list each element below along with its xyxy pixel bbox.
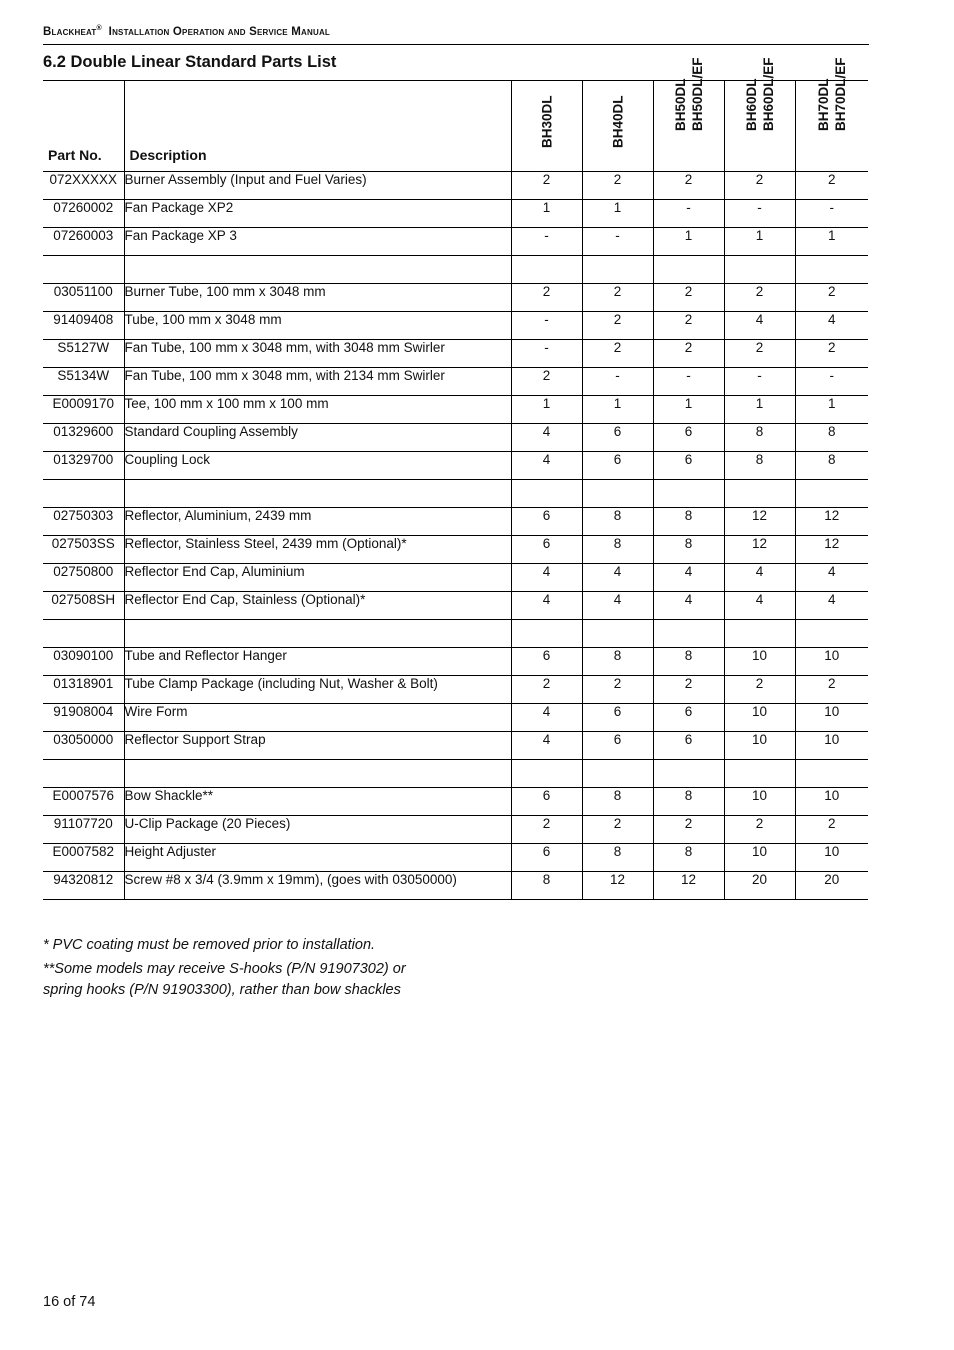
part-number-cell: 03050000: [43, 732, 124, 760]
quantity-cell: 6: [653, 704, 724, 732]
description-cell: Reflector Support Strap: [124, 732, 511, 760]
quantity-cell: 8: [653, 648, 724, 676]
quantity-cell: 6: [582, 704, 653, 732]
description-cell: Tee, 100 mm x 100 mm x 100 mm: [124, 396, 511, 424]
part-number-cell: S5127W: [43, 340, 124, 368]
quantity-cell: [582, 760, 653, 788]
quantity-cell: 10: [724, 844, 795, 872]
part-number-cell: 01329600: [43, 424, 124, 452]
quantity-cell: 2: [582, 340, 653, 368]
quantity-cell: 1: [582, 200, 653, 228]
quantity-cell: 6: [582, 424, 653, 452]
quantity-cell: [795, 480, 868, 508]
table-row: [43, 368, 868, 396]
quantity-cell: 6: [582, 732, 653, 760]
quantity-cell: 4: [724, 312, 795, 340]
quantity-cell: 4: [795, 564, 868, 592]
page-number: 16 of 74: [43, 1294, 96, 1310]
quantity-cell: 12: [724, 536, 795, 564]
description-cell: Fan Package XP 3: [124, 228, 511, 256]
part-number-cell: 02750800: [43, 564, 124, 592]
quantity-cell: [653, 256, 724, 284]
quantity-cell: 2: [795, 284, 868, 312]
footnote-shackles-line: **Some models may receive S-hooks (P/N 91907302) or: [43, 961, 406, 977]
part-number-cell: 07260002: [43, 200, 124, 228]
table-spacer-row: [43, 760, 868, 788]
table-row: [43, 200, 868, 228]
quantity-cell: 6: [582, 452, 653, 480]
table-header-row: [43, 81, 868, 172]
quantity-cell: [511, 480, 582, 508]
quantity-cell: 2: [653, 312, 724, 340]
part-number-cell: S5134W: [43, 368, 124, 396]
description-cell: [124, 256, 511, 284]
description-cell: Reflector, Stainless Steel, 2439 mm (Optional)*: [124, 536, 511, 564]
quantity-cell: 2: [582, 312, 653, 340]
part-number-cell: 91908004: [43, 704, 124, 732]
model-label: [609, 95, 626, 148]
quantity-cell: -: [724, 368, 795, 396]
quantity-cell: 4: [511, 452, 582, 480]
quantity-cell: 10: [795, 788, 868, 816]
quantity-cell: [795, 256, 868, 284]
model-label-line: BH50DL: [672, 78, 688, 131]
quantity-cell: -: [582, 368, 653, 396]
quantity-cell: 2: [511, 676, 582, 704]
col-header-model: [795, 57, 868, 172]
quantity-cell: 2: [795, 816, 868, 844]
description-cell: [124, 760, 511, 788]
quantity-cell: 8: [724, 424, 795, 452]
col-header-model: [511, 81, 582, 172]
quantity-cell: 8: [795, 424, 868, 452]
quantity-cell: 8: [653, 508, 724, 536]
description-cell: Tube and Reflector Hanger: [124, 648, 511, 676]
quantity-cell: 2: [653, 284, 724, 312]
footnote-shackles: [43, 959, 406, 1001]
description-cell: Fan Tube, 100 mm x 3048 mm, with 3048 mm Swirler: [124, 340, 511, 368]
description-cell: Wire Form: [124, 704, 511, 732]
part-number-cell: E0009170: [43, 396, 124, 424]
part-number-cell: 027508SH: [43, 592, 124, 620]
quantity-cell: 1: [511, 200, 582, 228]
section-title: 6.2 Double Linear Standard Parts List: [43, 53, 337, 71]
quantity-cell: 6: [653, 424, 724, 452]
quantity-cell: 2: [724, 816, 795, 844]
quantity-cell: 2: [511, 368, 582, 396]
quantity-cell: 4: [724, 592, 795, 620]
quantity-cell: 1: [511, 396, 582, 424]
quantity-cell: [795, 620, 868, 648]
quantity-cell: 4: [511, 732, 582, 760]
quantity-cell: 12: [582, 872, 653, 900]
description-cell: Standard Coupling Assembly: [124, 424, 511, 452]
quantity-cell: -: [582, 228, 653, 256]
quantity-cell: 2: [653, 676, 724, 704]
quantity-cell: 8: [582, 536, 653, 564]
quantity-cell: 2: [582, 172, 653, 200]
quantity-cell: 2: [724, 340, 795, 368]
quantity-cell: [653, 760, 724, 788]
description-cell: Fan Tube, 100 mm x 3048 mm, with 2134 mm Swirler: [124, 368, 511, 396]
description-cell: Reflector End Cap, Stainless (Optional)*: [124, 592, 511, 620]
part-number-cell: [43, 760, 124, 788]
quantity-cell: 2: [582, 816, 653, 844]
quantity-cell: 2: [511, 284, 582, 312]
quantity-cell: 2: [795, 172, 868, 200]
col-header-model: [582, 81, 653, 172]
quantity-cell: 4: [653, 592, 724, 620]
quantity-cell: 10: [795, 704, 868, 732]
part-number-cell: [43, 620, 124, 648]
quantity-cell: 4: [582, 564, 653, 592]
quantity-cell: 2: [653, 816, 724, 844]
part-number-cell: 03090100: [43, 648, 124, 676]
part-number-cell: 91409408: [43, 312, 124, 340]
quantity-cell: [724, 760, 795, 788]
quantity-cell: -: [795, 368, 868, 396]
quantity-cell: 4: [511, 704, 582, 732]
quantity-cell: 10: [795, 648, 868, 676]
quantity-cell: 10: [724, 648, 795, 676]
registered-mark: ®: [96, 25, 102, 32]
quantity-cell: [653, 480, 724, 508]
description-cell: Tube Clamp Package (including Nut, Washer & Bolt): [124, 676, 511, 704]
quantity-cell: 12: [653, 872, 724, 900]
description-cell: Bow Shackle**: [124, 788, 511, 816]
quantity-cell: 6: [511, 788, 582, 816]
quantity-cell: [582, 256, 653, 284]
part-number-cell: 027503SS: [43, 536, 124, 564]
quantity-cell: 6: [511, 648, 582, 676]
description-cell: [124, 480, 511, 508]
table-row: [43, 284, 868, 312]
quantity-cell: 2: [582, 676, 653, 704]
table-row: [43, 172, 868, 200]
description-cell: Coupling Lock: [124, 452, 511, 480]
quantity-cell: 4: [511, 424, 582, 452]
quantity-cell: 4: [795, 592, 868, 620]
table-row: [43, 788, 868, 816]
part-number-cell: 03051100: [43, 284, 124, 312]
table-row: [43, 648, 868, 676]
quantity-cell: 10: [795, 732, 868, 760]
part-number-cell: 072XXXXX: [43, 172, 124, 200]
quantity-cell: 2: [795, 676, 868, 704]
quantity-cell: -: [653, 200, 724, 228]
model-label: [538, 95, 555, 148]
table-row: [43, 872, 868, 900]
description-cell: Height Adjuster: [124, 844, 511, 872]
quantity-cell: 2: [724, 172, 795, 200]
table-row: [43, 228, 868, 256]
quantity-cell: 4: [653, 564, 724, 592]
col-header-model: [724, 57, 795, 172]
part-number-cell: 94320812: [43, 872, 124, 900]
quantity-cell: 1: [795, 396, 868, 424]
part-number-cell: 01329700: [43, 452, 124, 480]
quantity-cell: [511, 760, 582, 788]
description-cell: Fan Package XP2: [124, 200, 511, 228]
quantity-cell: 8: [795, 452, 868, 480]
model-label-line: BH60DL/EF: [760, 57, 776, 131]
quantity-cell: 10: [724, 704, 795, 732]
part-number-cell: 07260003: [43, 228, 124, 256]
table-spacer-row: [43, 620, 868, 648]
quantity-cell: [511, 620, 582, 648]
quantity-cell: 2: [653, 172, 724, 200]
header-divider: [43, 44, 869, 45]
model-label-line: BH50DL/EF: [689, 57, 705, 131]
quantity-cell: 12: [795, 536, 868, 564]
description-cell: Reflector End Cap, Aluminium: [124, 564, 511, 592]
manual-header: [43, 25, 869, 38]
quantity-cell: 2: [724, 676, 795, 704]
quantity-cell: 8: [582, 648, 653, 676]
part-number-cell: E0007582: [43, 844, 124, 872]
description-cell: U-Clip Package (20 Pieces): [124, 816, 511, 844]
table-row: [43, 732, 868, 760]
table-row: [43, 424, 868, 452]
col-header-model: [653, 57, 724, 172]
quantity-cell: 4: [795, 312, 868, 340]
quantity-cell: 1: [582, 396, 653, 424]
table-row: [43, 592, 868, 620]
quantity-cell: 2: [511, 816, 582, 844]
part-number-cell: 91107720: [43, 816, 124, 844]
quantity-cell: 6: [511, 508, 582, 536]
description-cell: Burner Assembly (Input and Fuel Varies): [124, 172, 511, 200]
quantity-cell: 8: [511, 872, 582, 900]
model-label-line: BH30DL: [539, 95, 554, 148]
quantity-cell: 6: [511, 536, 582, 564]
quantity-cell: 20: [795, 872, 868, 900]
table-row: [43, 340, 868, 368]
quantity-cell: 1: [653, 228, 724, 256]
table-row: [43, 844, 868, 872]
footnote-pvc: * PVC coating must be removed prior to installation.: [43, 937, 376, 953]
brand-name: Blackheat: [43, 25, 97, 38]
quantity-cell: 8: [653, 788, 724, 816]
quantity-cell: 8: [724, 452, 795, 480]
quantity-cell: [511, 256, 582, 284]
part-number-cell: [43, 480, 124, 508]
table-spacer-row: [43, 256, 868, 284]
quantity-cell: 6: [653, 452, 724, 480]
quantity-cell: 2: [724, 284, 795, 312]
model-label-line: BH60DL: [743, 78, 759, 131]
table-row: [43, 312, 868, 340]
table-row: [43, 452, 868, 480]
model-label-line: BH70DL/EF: [832, 57, 848, 131]
description-cell: Screw #8 x 3/4 (3.9mm x 19mm), (goes with 03050000): [124, 872, 511, 900]
quantity-cell: [724, 256, 795, 284]
description-cell: Burner Tube, 100 mm x 3048 mm: [124, 284, 511, 312]
quantity-cell: 10: [795, 844, 868, 872]
description-cell: Reflector, Aluminium, 2439 mm: [124, 508, 511, 536]
col-header-part-no: Part No.: [43, 81, 124, 172]
quantity-cell: [582, 480, 653, 508]
part-number-cell: 01318901: [43, 676, 124, 704]
quantity-cell: 2: [653, 340, 724, 368]
col-header-description: Description: [124, 81, 511, 172]
quantity-cell: 10: [724, 732, 795, 760]
table-row: [43, 564, 868, 592]
quantity-cell: 10: [724, 788, 795, 816]
model-label-line: BH70DL: [815, 78, 831, 131]
table-row: [43, 816, 868, 844]
quantity-cell: 6: [511, 844, 582, 872]
quantity-cell: -: [653, 368, 724, 396]
quantity-cell: 12: [795, 508, 868, 536]
quantity-cell: 6: [653, 732, 724, 760]
manual-title: Installation Operation and Service Manual: [108, 25, 331, 38]
quantity-cell: 8: [582, 508, 653, 536]
quantity-cell: -: [724, 200, 795, 228]
quantity-cell: [724, 620, 795, 648]
footnote-shackles-line: spring hooks (P/N 91903300), rather than bow shackles: [43, 982, 401, 998]
quantity-cell: 2: [511, 172, 582, 200]
quantity-cell: [653, 620, 724, 648]
quantity-cell: [724, 480, 795, 508]
description-cell: [124, 620, 511, 648]
quantity-cell: 1: [724, 396, 795, 424]
quantity-cell: 4: [724, 564, 795, 592]
table-spacer-row: [43, 480, 868, 508]
quantity-cell: [582, 620, 653, 648]
quantity-cell: -: [511, 340, 582, 368]
quantity-cell: 8: [582, 788, 653, 816]
quantity-cell: 4: [511, 592, 582, 620]
quantity-cell: -: [795, 200, 868, 228]
table-row: [43, 704, 868, 732]
quantity-cell: 8: [653, 844, 724, 872]
quantity-cell: 8: [582, 844, 653, 872]
part-number-cell: [43, 256, 124, 284]
parts-table-body: [43, 172, 868, 900]
model-label: [672, 57, 706, 131]
quantity-cell: -: [511, 312, 582, 340]
table-row: [43, 396, 868, 424]
quantity-cell: 2: [795, 340, 868, 368]
quantity-cell: 1: [653, 396, 724, 424]
part-number-cell: E0007576: [43, 788, 124, 816]
quantity-cell: 20: [724, 872, 795, 900]
quantity-cell: 4: [582, 592, 653, 620]
part-number-cell: 02750303: [43, 508, 124, 536]
quantity-cell: -: [511, 228, 582, 256]
footnotes: [43, 935, 406, 1001]
description-cell: Tube, 100 mm x 3048 mm: [124, 312, 511, 340]
quantity-cell: 12: [724, 508, 795, 536]
quantity-cell: 1: [724, 228, 795, 256]
quantity-cell: [795, 760, 868, 788]
table-row: [43, 536, 868, 564]
quantity-cell: 8: [653, 536, 724, 564]
model-label: [815, 57, 849, 131]
quantity-cell: 1: [795, 228, 868, 256]
table-row: [43, 676, 868, 704]
table-row: [43, 508, 868, 536]
model-label-line: BH40DL: [610, 95, 625, 148]
model-label: [743, 57, 777, 131]
quantity-cell: 2: [582, 284, 653, 312]
quantity-cell: 4: [511, 564, 582, 592]
